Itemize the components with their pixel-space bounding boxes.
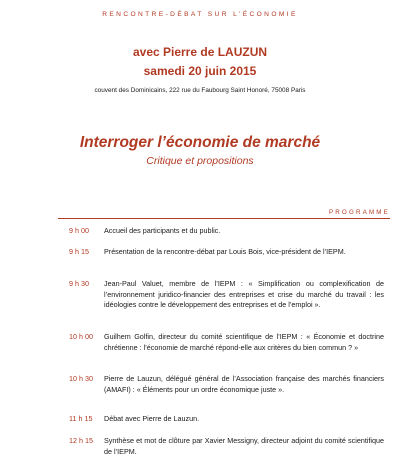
program-item-text: Débat avec Pierre de Lauzun. [104,414,200,423]
program-item [58,414,390,425]
event-venue: couvent des Dominicains, 222 rue du Faubourg Saint Honoré, 75008 Paris [94,87,306,94]
program-item-time: 10 h 00 [69,332,93,341]
program-item-text: Accueil des participants et du public. [104,226,221,235]
program-item-text: Synthèse et mot de clôture par Xavier Messigny, directeur adjoint du comité scientifique de l’IEPM. [104,436,384,456]
program-item-text: Jean-Paul Valuet, membre de l’IEPM : « Simplification ou complexification de l’environnement juridico-financier des entreprises et crise du marché du travail : les idéologies contre le développement des entreprises et de l’emploi ». [104,279,384,309]
program-divider [58,218,390,219]
program-item-time: 9 h 15 [69,247,89,256]
program-item-time: 10 h 30 [69,374,93,383]
program-label: PROGRAMME [328,209,390,216]
event-date: samedi 20 juin 2015 [143,64,257,78]
program-item [58,332,390,353]
program-item-time: 9 h 30 [69,279,89,288]
host-line: avec Pierre de LAUZUN [132,45,268,59]
main-title: Interroger l’économie de marché [79,134,321,151]
program-item [58,226,390,237]
event-kicker: RENCONTRE-DÉBAT SUR L’ÉCONOMIE [102,11,298,18]
program-item [58,374,390,395]
program-item-time: 9 h 00 [69,226,89,235]
program-item-time: 11 h 15 [69,414,93,423]
program-item-text: Pierre de Lauzun, délégué général de l’Association française des marchés financiers (AMAFI) : « Éléments pour un ordre économique juste ». [104,374,384,394]
program-item-time: 12 h 15 [69,436,93,445]
program-item-text: Guilhem Golfin, directeur du comité scientifique de l’IEPM : « Économie et doctrine chrétienne : l’économie de marché répond-elle aux critères du bien commun ? » [104,332,384,352]
main-subtitle: Critique et propositions [146,155,254,167]
program-item-text: Présentation de la rencontre-débat par Louis Bois, vice-président de l’IEPM. [104,247,346,256]
program-item [58,279,390,311]
program-item [58,247,390,258]
program-item [58,436,390,457]
